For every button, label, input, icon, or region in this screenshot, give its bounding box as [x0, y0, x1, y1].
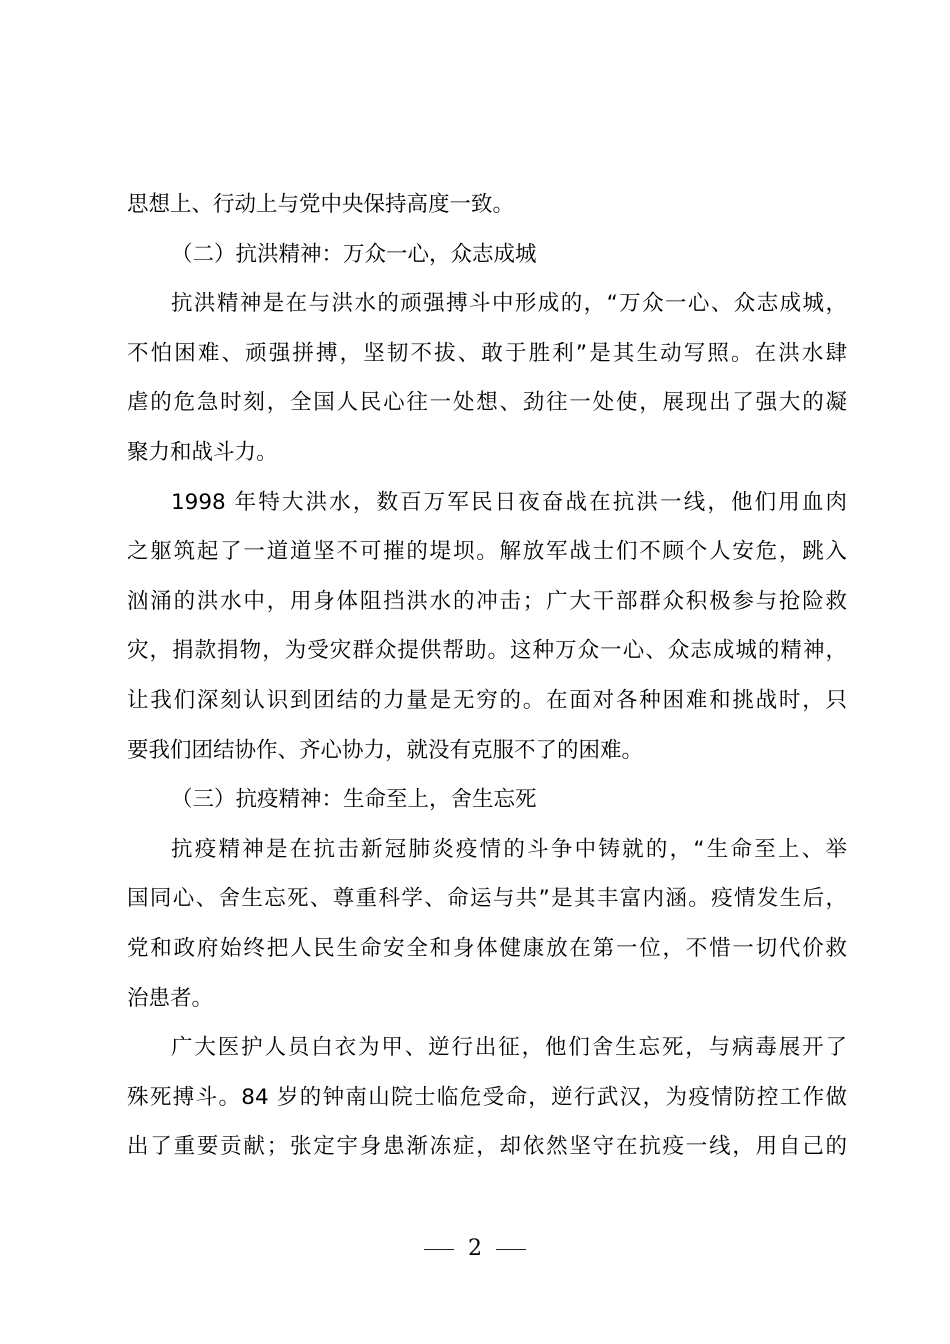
text-line: 聚力和战斗力。 — [127, 439, 278, 465]
footer-dash-right — [496, 1249, 526, 1250]
text-line: （三）抗疫精神：生命至上，舍生忘死 — [171, 787, 537, 813]
page-number: 2 — [468, 1236, 482, 1261]
text-line: 1998 年特大洪水，数百万军民日夜奋战在抗洪一线，他们用血肉 — [171, 489, 847, 515]
text-line: 要我们团结协作、齐心协力，就没有克服不了的困难。 — [127, 737, 644, 763]
text-line: 治患者。 — [127, 985, 214, 1011]
text-line: 国同心、舍生忘死、尊重科学、命运与共”是其丰富内涵。疫情发生后， — [127, 886, 847, 912]
text-line: 党和政府始终把人民生命安全和身体健康放在第一位，不惜一切代价救 — [127, 935, 847, 961]
text-line: 让我们深刻认识到团结的力量是无穷的。在面对各种困难和挑战时，只 — [127, 687, 847, 713]
text-line: 之躯筑起了一道道坚不可摧的堤坝。解放军战士们不顾个人安危，跳入 — [127, 539, 847, 565]
footer-dash-left — [424, 1249, 454, 1250]
text-line: 思想上、行动上与党中央保持高度一致。 — [127, 192, 515, 217]
text-line: 抗疫精神是在抗击新冠肺炎疫情的斗争中铸就的，“生命至上、举 — [171, 836, 847, 862]
body-text — [127, 180, 847, 1172]
text-line: 汹涌的洪水中，用身体阻挡洪水的冲击；广大干部群众积极参与抢险救 — [127, 588, 847, 614]
page-footer — [0, 1236, 950, 1261]
text-line: 灾，捐款捐物，为受灾群众提供帮助。这种万众一心、众志成城的精神， — [127, 638, 847, 664]
text-line: 抗洪精神是在与洪水的顽强搏斗中形成的，“万众一心、众志成城， — [171, 291, 847, 317]
text-line: 出了重要贡献；张定宇身患渐冻症，却依然坚守在抗疫一线，用自己的 — [127, 1134, 847, 1160]
text-line: 不怕困难、顽强拼搏，坚韧不拔、敢于胜利”是其生动写照。在洪水肆 — [127, 340, 847, 366]
text-line: 虐的危急时刻，全国人民心往一处想、劲往一处使，展现出了强大的凝 — [127, 390, 847, 416]
text-line: （二）抗洪精神：万众一心，众志成城 — [171, 241, 537, 267]
text-line: 殊死搏斗。84 岁的钟南山院士临危受命，逆行武汉，为疫情防控工作做 — [127, 1084, 847, 1110]
text-line: 广大医护人员白衣为甲、逆行出征，他们舍生忘死，与病毒展开了 — [171, 1035, 847, 1061]
